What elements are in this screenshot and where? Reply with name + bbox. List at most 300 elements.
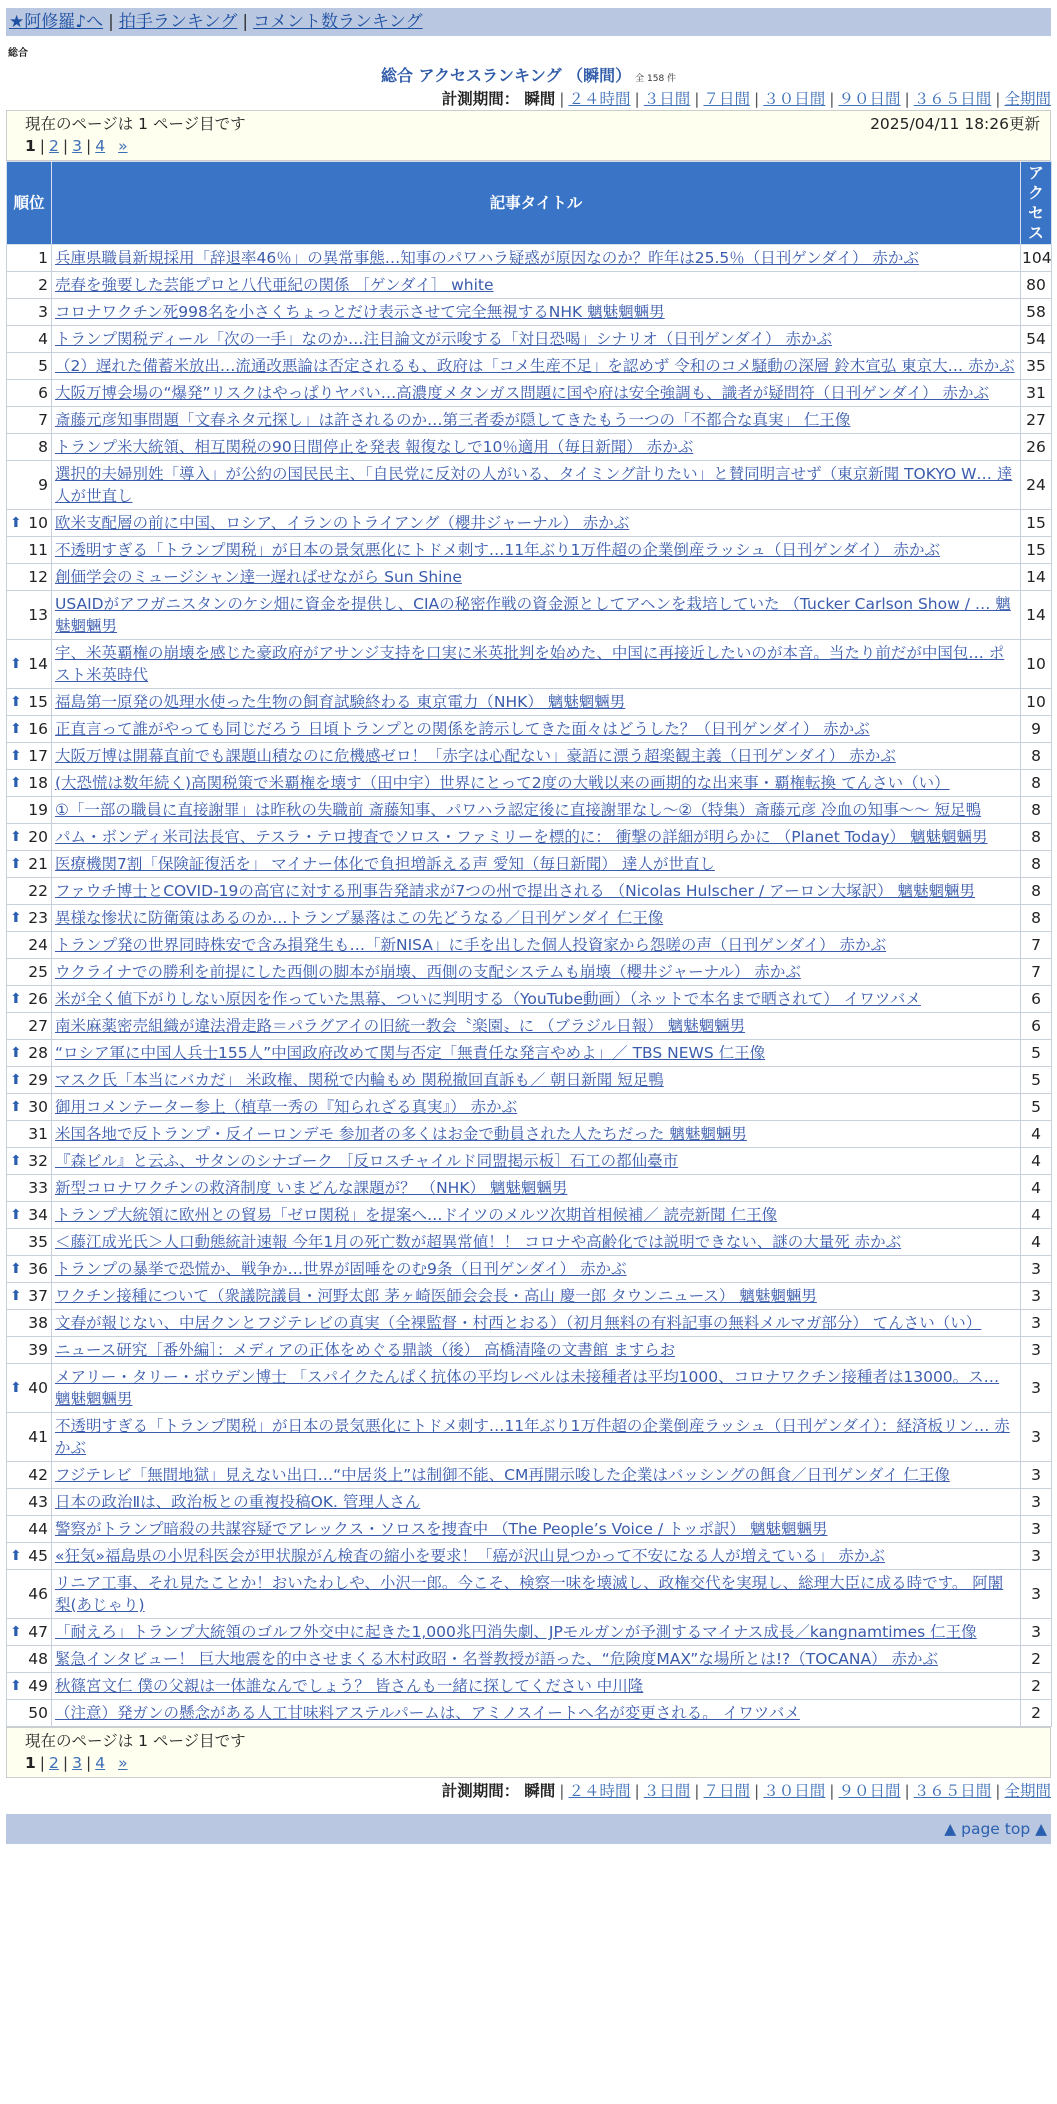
title-cell xyxy=(52,959,1021,986)
table-row xyxy=(7,564,1052,591)
article-link[interactable]: トランプ発の世界同時株安で含み損発生も…「新NISA」に手を出した個人投資家から怨嗟の声（日刊ゲンダイ） 赤かぶ xyxy=(55,936,887,954)
table-row xyxy=(7,1040,1052,1067)
period-label: 計測期間： xyxy=(441,90,520,108)
page-title xyxy=(6,63,1051,86)
access-count: 35 xyxy=(1021,353,1052,380)
access-count: 8 xyxy=(1021,851,1052,878)
title-cell xyxy=(52,272,1021,299)
article-link[interactable]: 文春が報じない、中居クンとフジテレビの真実（全裸監督・村西とおる）（初月無料の有料記事の無料メルマガ部分） てんさい（い） xyxy=(55,1314,982,1332)
period-30d-bottom[interactable]: ３０日間 xyxy=(763,1782,826,1800)
arrow-up-icon: ⬆ xyxy=(10,1153,22,1169)
rank-cell xyxy=(7,1673,52,1700)
article-link[interactable]: ①「一部の職員に直接謝罪」は昨秋の失職前 斎藤知事、パワハラ認定後に直接謝罪なし〜②（特集）斎藤元彦 冷血の知事〜〜 短足鴨 xyxy=(55,801,982,819)
rank-cell xyxy=(7,1516,52,1543)
table-row xyxy=(7,1364,1052,1413)
rank-cell xyxy=(7,905,52,932)
updated-time: 2025/04/11 18:26更新 xyxy=(870,115,1040,133)
arrow-up-icon: ⬆ xyxy=(10,1072,22,1088)
rank-number: 21 xyxy=(28,855,48,873)
access-count: 3 xyxy=(1021,1256,1052,1283)
access-count: 8 xyxy=(1021,824,1052,851)
category-label: 総合 xyxy=(8,48,28,59)
access-count: 15 xyxy=(1021,537,1052,564)
rank-number: 37 xyxy=(28,1287,48,1305)
rank-cell xyxy=(7,959,52,986)
page xyxy=(6,8,1051,1844)
rank-cell xyxy=(7,1175,52,1202)
access-count: 6 xyxy=(1021,1013,1052,1040)
article-link[interactable]: 売春を強要した芸能プロと八代亜紀の関係 ［ゲンダイ］ white xyxy=(55,276,494,294)
table-row xyxy=(7,380,1052,407)
table-row xyxy=(7,640,1052,689)
table-row xyxy=(7,1013,1052,1040)
rank-cell xyxy=(7,1202,52,1229)
header-title: 記事タイトル xyxy=(52,162,1021,245)
title-cell xyxy=(52,640,1021,689)
page-top-link[interactable]: ▲ page top ▲ xyxy=(944,1820,1047,1838)
rank-number: 27 xyxy=(28,1017,48,1035)
article-link[interactable]: （注意）発ガンの懸念がある人工甘味料アステルパームは、アミノスイートへ名が変更される。 イワツバメ xyxy=(55,1704,800,1722)
title-cell xyxy=(52,1543,1021,1570)
table-row xyxy=(7,1673,1052,1700)
table-row xyxy=(7,932,1052,959)
access-count: 3 xyxy=(1021,1516,1052,1543)
article-link[interactable]: ワクチン接種について（衆議院議員・河野太郎 茅ヶ崎医師会会長・高山 慶一郎 タウンニュース） 魑魅魍魎男 xyxy=(55,1287,817,1305)
table-row xyxy=(7,1516,1052,1543)
title-cell xyxy=(52,905,1021,932)
article-link[interactable]: 福島第一原発の処理水使った生物の飼育試験終わる 東京電力（NHK） 魑魅魍魎男 xyxy=(55,693,626,711)
arrow-up-icon: ⬆ xyxy=(10,1288,22,1304)
top-nav: ★阿修羅♪へ | 拍手ランキング | コメント数ランキング xyxy=(6,8,1051,36)
page-info-top xyxy=(6,110,1051,161)
title-cell xyxy=(52,1229,1021,1256)
rank-cell xyxy=(7,797,52,824)
period-3d[interactable]: ３日間 xyxy=(643,90,691,108)
rank-number: 45 xyxy=(28,1547,48,1565)
rank-cell xyxy=(7,245,52,272)
rank-cell xyxy=(7,1646,52,1673)
title-cell xyxy=(52,1094,1021,1121)
rank-number: 35 xyxy=(28,1233,48,1251)
access-count: 5 xyxy=(1021,1094,1052,1121)
article-link[interactable]: メアリー・タリー・ボウデン博士 「スパイクたんぱく抗体の平均レベルは未接種者は平均1000、コロナワクチン接種者は13000。ス… 魑魅魍魎男 xyxy=(55,1368,1000,1408)
article-link[interactable]: トランプの暴挙で恐慌か、戦争か…世界が固唾をのむ9条（日刊ゲンダイ） 赤かぶ xyxy=(55,1260,627,1278)
article-link[interactable]: 「耐えろ」トランプ大統領のゴルフ外交中に起きた1,000兆円消失劇、JPモルガンが予測するマイナス成長／kangnamtimes 仁王像 xyxy=(55,1623,977,1641)
period-instant-bottom: 瞬間 xyxy=(524,1782,556,1800)
next-page-link[interactable]: » xyxy=(118,137,128,155)
rank-cell xyxy=(7,299,52,326)
access-count: 24 xyxy=(1021,461,1052,510)
article-link[interactable]: コロナワクチン死998名を小さくちょっとだけ表示させて完全無視するNHK 魑魅魍魎男 xyxy=(55,303,665,321)
article-link[interactable]: 選択的夫婦別姓「導入」が公約の国民民主、「自民党に反対の人がいる、タイミング計りたい」と賛同明言せず（東京新聞 TOKYO W… 達人が世直し xyxy=(55,465,1013,505)
article-link[interactable]: ウクライナでの勝利を前提にした西側の脚本が崩壊、西側の支配システムも崩壊（櫻井ジャーナル） 赤かぶ xyxy=(55,963,801,981)
access-count: 2 xyxy=(1021,1673,1052,1700)
rank-number: 1 xyxy=(38,249,48,267)
table-row xyxy=(7,591,1052,640)
arrow-up-icon: ⬆ xyxy=(10,1678,22,1694)
article-link[interactable]: 米が全く値下がりしない原因を作っていた黒幕、ついに判明する（YouTube動画）（ネットで本名まで晒されて） イワツバメ xyxy=(55,990,921,1008)
page-1-current: 1 xyxy=(25,137,36,155)
access-count: 7 xyxy=(1021,959,1052,986)
table-row xyxy=(7,1646,1052,1673)
article-link[interactable]: 御用コメンテーター参上（植草一秀の『知られざる真実』） 赤かぶ xyxy=(55,1098,518,1116)
access-count: 4 xyxy=(1021,1121,1052,1148)
rank-number: 3 xyxy=(38,303,48,321)
rank-number: 10 xyxy=(28,514,48,532)
article-link[interactable]: ファウチ博士とCOVID-19の高官に対する刑事告発請求が7つの州で提出される （Nicolas Hulscher / アーロン大塚訳） 魑魅魍魎男 xyxy=(55,882,976,900)
rank-cell xyxy=(7,1229,52,1256)
rank-number: 47 xyxy=(28,1623,48,1641)
table-row xyxy=(7,986,1052,1013)
table-row xyxy=(7,1202,1052,1229)
period-selector-top: 計測期間： 瞬間 | ２４時間 | ３日間 | ７日間 | ３０日間 | ９０日間 | ３６５日間 | 全期間 xyxy=(441,90,1051,108)
arrow-up-icon: ⬆ xyxy=(10,694,22,710)
rank-cell xyxy=(7,851,52,878)
rank-cell xyxy=(7,1700,52,1727)
rank-cell xyxy=(7,537,52,564)
title-cell xyxy=(52,689,1021,716)
rank-number: 11 xyxy=(28,541,48,559)
article-link[interactable]: 警察がトランプ暗殺の共謀容疑でアレックス・ソロスを捜査中 （The People’s Voice / トッポ訳） 魑魅魍魎男 xyxy=(55,1520,828,1538)
table-row xyxy=(7,537,1052,564)
rank-number: 2 xyxy=(38,276,48,294)
home-link[interactable]: ★阿修羅♪へ xyxy=(9,12,104,32)
title-cell xyxy=(52,878,1021,905)
rank-cell xyxy=(7,1570,52,1619)
period-7d-bottom[interactable]: ７日間 xyxy=(703,1782,750,1800)
access-count: 10 xyxy=(1021,640,1052,689)
arrow-up-icon: ⬆ xyxy=(10,829,22,845)
article-link[interactable]: 日本の政治Ⅱは、政治板との重複投稿OK. 管理人さん xyxy=(55,1493,421,1511)
title-cell xyxy=(52,1310,1021,1337)
title-cell xyxy=(52,1462,1021,1489)
article-link[interactable]: ＜藤江成光氏＞人口動態統計速報 今年1月の死亡数が超異常値！！ コロナや高齢化では説明できない、謎の大量死 赤かぶ xyxy=(55,1233,902,1251)
table-row xyxy=(7,1570,1052,1619)
rank-cell xyxy=(7,272,52,299)
article-link[interactable]: 新型コロナワクチンの救済制度 いまどんな課題が？ （NHK） 魑魅魍魎男 xyxy=(55,1179,568,1197)
arrow-up-icon: ⬆ xyxy=(10,910,22,926)
rank-cell xyxy=(7,1462,52,1489)
access-count: 31 xyxy=(1021,380,1052,407)
rank-cell xyxy=(7,1256,52,1283)
rank-number: 46 xyxy=(28,1585,48,1603)
access-count: 3 xyxy=(1021,1543,1052,1570)
title-cell xyxy=(52,407,1021,434)
article-link[interactable]: 大阪万博会場の“爆発”リスクはやっぱりヤバい…高濃度メタンガス問題に国や府は安全強調も、識者が疑問符（日刊ゲンダイ） 赤かぶ xyxy=(55,384,989,402)
page-top-bar xyxy=(6,1814,1051,1844)
access-count: 14 xyxy=(1021,564,1052,591)
clap-ranking-link[interactable]: 拍手ランキング xyxy=(118,12,238,32)
rank-cell xyxy=(7,640,52,689)
access-count: 15 xyxy=(1021,510,1052,537)
table-row xyxy=(7,959,1052,986)
arrow-up-icon: ⬆ xyxy=(10,1548,22,1564)
title-cell xyxy=(52,797,1021,824)
table-row xyxy=(7,1337,1052,1364)
period-24h[interactable]: ２４時間 xyxy=(568,90,631,108)
table-row xyxy=(7,716,1052,743)
period-365d-bottom[interactable]: ３６５日間 xyxy=(913,1782,992,1800)
table-row xyxy=(7,434,1052,461)
article-link[interactable]: 正直言って誰がやっても同じだろう 日頃トランプとの関係を誇示してきた面々はどうした？（日刊ゲンダイ） 赤かぶ xyxy=(55,720,870,738)
title-cell xyxy=(52,434,1021,461)
title-cell xyxy=(52,716,1021,743)
title-cell xyxy=(52,1413,1021,1462)
rank-cell xyxy=(7,1413,52,1462)
table-row xyxy=(7,905,1052,932)
article-link[interactable]: ニュース研究［番外編］：メディアの正体をめぐる鼎談（後） 高橋清隆の文書館 ますらお xyxy=(55,1341,676,1359)
rank-number: 34 xyxy=(28,1206,48,1224)
rank-number: 39 xyxy=(28,1341,48,1359)
table-row xyxy=(7,1175,1052,1202)
rank-number: 9 xyxy=(38,476,48,494)
rank-cell xyxy=(7,932,52,959)
rank-cell xyxy=(7,1094,52,1121)
title-cell xyxy=(52,1570,1021,1619)
arrow-up-icon: ⬆ xyxy=(10,1045,22,1061)
title-cell xyxy=(52,851,1021,878)
access-count: 3 xyxy=(1021,1462,1052,1489)
rank-number: 40 xyxy=(28,1379,48,1397)
comment-ranking-link[interactable]: コメント数ランキング xyxy=(253,12,423,32)
rank-number: 29 xyxy=(28,1071,48,1089)
rank-number: 24 xyxy=(28,936,48,954)
rank-cell xyxy=(7,1337,52,1364)
rank-number: 30 xyxy=(28,1098,48,1116)
period-all-bottom[interactable]: 全期間 xyxy=(1004,1782,1051,1800)
title-cell xyxy=(52,1256,1021,1283)
header-access: アクセス xyxy=(1021,162,1052,245)
access-count: 2 xyxy=(1021,1700,1052,1727)
rank-number: 16 xyxy=(28,720,48,738)
article-link[interactable]: トランプ関税ディール「次の一手」なのか…注目論文が示唆する「対日恐喝」シナリオ（日刊ゲンダイ） 赤かぶ xyxy=(55,330,832,348)
table-row xyxy=(7,797,1052,824)
access-count: 4 xyxy=(1021,1202,1052,1229)
access-count: 5 xyxy=(1021,1067,1052,1094)
period-7d[interactable]: ７日間 xyxy=(703,90,750,108)
table-row xyxy=(7,1700,1052,1727)
rank-cell xyxy=(7,1283,52,1310)
article-link[interactable]: 異様な惨状に防衛策はあるのか…トランプ暴落はこの先どうなる／日刊ゲンダイ 仁王像 xyxy=(55,909,664,927)
access-count: 3 xyxy=(1021,1310,1052,1337)
rank-cell xyxy=(7,326,52,353)
access-count: 58 xyxy=(1021,299,1052,326)
access-count: 8 xyxy=(1021,905,1052,932)
rank-number: 43 xyxy=(28,1493,48,1511)
period-365d[interactable]: ３６５日間 xyxy=(913,90,992,108)
ranking-table xyxy=(6,161,1052,1727)
title-cell xyxy=(52,1148,1021,1175)
article-link[interactable]: «狂気»福島県の小児科医会が甲状腺がん検査の縮小を要求！「癌が沢山見つかって不安になる人が増えている」 赤かぶ xyxy=(55,1547,885,1565)
rank-number: 28 xyxy=(28,1044,48,1062)
table-row xyxy=(7,1229,1052,1256)
period-24h-bottom[interactable]: ２４時間 xyxy=(568,1782,631,1800)
rank-number: 13 xyxy=(28,606,48,624)
table-row xyxy=(7,1283,1052,1310)
rank-cell xyxy=(7,878,52,905)
article-link[interactable]: 宇、米英覇権の崩壊を感じた豪政府がアサンジ支持を口実に米英批判を始めた、中国に再接近したいのが本音。当たり前だが中国包… ポスト米英時代 xyxy=(55,644,1005,684)
period-90d[interactable]: ９０日間 xyxy=(838,90,901,108)
title-cell xyxy=(52,380,1021,407)
table-row xyxy=(7,1489,1052,1516)
access-count: 8 xyxy=(1021,743,1052,770)
title-cell xyxy=(52,1121,1021,1148)
rank-number: 6 xyxy=(38,384,48,402)
rank-cell xyxy=(7,1489,52,1516)
article-link[interactable]: “ロシア軍に中国人兵士155人”中国政府改めて関与否定「無責任な発言やめよ」／ TBS NEWS 仁王像 xyxy=(55,1044,766,1062)
pagination-top: 1 | 2 | 3 | 4 » xyxy=(25,137,128,155)
title-cell xyxy=(52,824,1021,851)
rank-number: 42 xyxy=(28,1466,48,1484)
article-link[interactable]: トランプ米大統領、相互関税の90日間停止を発表 報復なしで10％適用（毎日新聞） 赤かぶ xyxy=(55,438,694,456)
table-row xyxy=(7,851,1052,878)
table-row xyxy=(7,272,1052,299)
arrow-up-icon: ⬆ xyxy=(10,721,22,737)
page-4-link[interactable]: 4 xyxy=(95,137,106,155)
article-link[interactable]: リニア工事、それ見たことか！おいたわしや、小沢一郎。今こそ、検察一味を壊滅し、政権交代を実現し、総理大臣に成る時です。 阿闍梨(あじゃり) xyxy=(55,1574,1004,1614)
access-count: 10 xyxy=(1021,689,1052,716)
title-cell xyxy=(52,326,1021,353)
access-count: 3 xyxy=(1021,1570,1052,1619)
rank-number: 50 xyxy=(28,1704,48,1722)
table-row xyxy=(7,510,1052,537)
page-3-link-bottom[interactable]: 3 xyxy=(72,1754,83,1772)
rank-cell xyxy=(7,564,52,591)
table-row xyxy=(7,743,1052,770)
rank-cell xyxy=(7,689,52,716)
access-count: 8 xyxy=(1021,878,1052,905)
access-count: 3 xyxy=(1021,1364,1052,1413)
table-row xyxy=(7,1462,1052,1489)
rank-number: 15 xyxy=(28,693,48,711)
rank-cell xyxy=(7,1619,52,1646)
ranking-title: 総合 アクセスランキング （瞬間） xyxy=(380,66,632,85)
rank-number: 48 xyxy=(28,1650,48,1668)
access-count: 54 xyxy=(1021,326,1052,353)
title-cell xyxy=(52,245,1021,272)
title-cell xyxy=(52,510,1021,537)
arrow-up-icon: ⬆ xyxy=(10,1380,22,1396)
article-link[interactable]: フジテレビ「無間地獄」見えない出口…“中居炎上”は制御不能、CM再開示唆した企業はバッシングの餌食／日刊ゲンダイ 仁王像 xyxy=(55,1466,950,1484)
article-link[interactable]: トランプ大統領に欧州との貿易「ゼロ関税」を提案へ…ドイツのメルツ次期首相候補／ 読売新聞 仁王像 xyxy=(55,1206,778,1224)
article-link[interactable]: 斎藤元彦知事問題「文春ネタ元探し」は許されるのか…第三者委が隠してきたもう一つの「不都合な真実」 仁王像 xyxy=(55,411,851,429)
arrow-up-icon: ⬆ xyxy=(10,515,22,531)
rank-cell xyxy=(7,380,52,407)
table-row xyxy=(7,1310,1052,1337)
arrow-up-icon: ⬆ xyxy=(10,856,22,872)
article-link[interactable]: 不透明すぎる「トランプ関税」が日本の景気悪化にトドメ刺す…11年ぶり1万件超の企業倒産ラッシュ（日刊ゲンダイ） 赤かぶ xyxy=(55,541,941,559)
rank-cell xyxy=(7,1310,52,1337)
article-link[interactable]: 大阪万博は開幕直前でも課題山積なのに危機感ゼロ！「赤字は心配ない」豪語に漂う超楽観主義（日刊ゲンダイ） 赤かぶ xyxy=(55,747,896,765)
rank-number: 44 xyxy=(28,1520,48,1538)
access-count: 14 xyxy=(1021,591,1052,640)
rank-number: 26 xyxy=(28,990,48,1008)
rank-cell xyxy=(7,1013,52,1040)
title-cell xyxy=(52,1283,1021,1310)
period-selector-bottom: 計測期間： 瞬間 | ２４時間 | ３日間 | ７日間 | ３０日間 | ９０日間 | ３６５日間 | 全期間 xyxy=(441,1782,1051,1800)
rank-number: 19 xyxy=(28,801,48,819)
table-row xyxy=(7,1619,1052,1646)
title-cell xyxy=(52,537,1021,564)
article-link[interactable]: マスク氏「本当にバカだ」 米政権、関税で内輪もめ 関税撤回直訴も／ 朝日新聞 短足鴨 xyxy=(55,1071,664,1089)
article-link[interactable]: 『森ビル』と云ふ、サタンのシナゴーク ［反ロスチャイルド同盟掲示板］石工の都仙臺市 xyxy=(55,1152,679,1170)
title-cell xyxy=(52,461,1021,510)
title-cell xyxy=(52,770,1021,797)
rank-number: 49 xyxy=(28,1677,48,1695)
article-link[interactable]: 南米麻薬密売組織が違法滑走路＝パラグアイの旧統一教会〝楽園〟に （ブラジル日報） 魑魅魍魎男 xyxy=(55,1017,746,1035)
title-cell xyxy=(52,932,1021,959)
access-count: 26 xyxy=(1021,434,1052,461)
article-link[interactable]: 欧米支配層の前に中国、ロシア、イランのトライアング（櫻井ジャーナル） 赤かぶ xyxy=(55,514,630,532)
access-count: 8 xyxy=(1021,770,1052,797)
arrow-up-icon: ⬆ xyxy=(10,1207,22,1223)
arrow-up-icon: ⬆ xyxy=(10,991,22,1007)
article-link[interactable]: パム・ボンディ米司法長官、テスラ・テロ捜査でソロス・ファミリーを標的に： 衝撃の詳細が明らかに （Planet Today） 魑魅魍魎男 xyxy=(55,828,988,846)
access-count: 27 xyxy=(1021,407,1052,434)
page-info-bottom xyxy=(6,1727,1051,1778)
rank-number: 31 xyxy=(28,1125,48,1143)
article-link[interactable]: 緊急インタビュー！ 巨大地震を的中させまくる木村政昭・名誉教授が語った、“危険度MAX”な場所とは!?（TOCANA） 赤かぶ xyxy=(55,1650,938,1668)
title-cell xyxy=(52,1337,1021,1364)
access-count: 4 xyxy=(1021,1148,1052,1175)
page-3-link[interactable]: 3 xyxy=(72,137,83,155)
table-header-row xyxy=(7,162,1052,245)
period-30d[interactable]: ３０日間 xyxy=(763,90,826,108)
table-row xyxy=(7,1121,1052,1148)
rank-number: 41 xyxy=(28,1428,48,1446)
page-2-link-bottom[interactable]: 2 xyxy=(49,1754,59,1772)
period-all[interactable]: 全期間 xyxy=(1004,90,1051,108)
rank-number: 33 xyxy=(28,1179,48,1197)
page-4-link-bottom[interactable]: 4 xyxy=(95,1754,106,1772)
title-cell xyxy=(52,299,1021,326)
table-row xyxy=(7,1094,1052,1121)
ranking-rows xyxy=(7,245,1052,1727)
article-link[interactable]: 秋篠宮文仁 僕の父親は一体誰なんでしょう？ 皆さんも一緒に探してください 中川隆 xyxy=(55,1677,644,1695)
title-cell xyxy=(52,1364,1021,1413)
page-2-link[interactable]: 2 xyxy=(49,137,59,155)
article-link[interactable]: 不透明すぎる「トランプ関税」が日本の景気悪化にトドメ刺す…11年ぶり1万件超の企業倒産ラッシュ（日刊ゲンダイ）：経済板リン… 赤かぶ xyxy=(55,1417,1010,1457)
current-page-text: 現在のページは 1 ページ目です xyxy=(25,115,246,133)
period-3d-bottom[interactable]: ３日間 xyxy=(643,1782,691,1800)
rank-number: 18 xyxy=(28,774,48,792)
period-90d-bottom[interactable]: ９０日間 xyxy=(838,1782,901,1800)
rank-number: 5 xyxy=(38,357,48,375)
next-page-link-bottom[interactable]: » xyxy=(118,1754,128,1772)
rank-number: 8 xyxy=(38,438,48,456)
access-count: 2 xyxy=(1021,1646,1052,1673)
article-link[interactable]: 創価学会のミュージシャン達一遅ればせながら Sun Shine xyxy=(55,568,462,586)
rank-cell xyxy=(7,1148,52,1175)
article-link[interactable]: （2）遅れた備蓄米放出…流通改悪論は否定されるも、政府は「コメ生産不足」を認めず 令和のコメ騒動の深層 鈴木宣弘 東京大… 赤かぶ xyxy=(55,357,1015,375)
arrow-up-icon: ⬆ xyxy=(10,656,22,672)
access-count: 9 xyxy=(1021,716,1052,743)
article-link[interactable]: 医療機関7割「保険証復活を」 マイナー体化で負担増訴える声 愛知（毎日新聞） 達人が世直し xyxy=(55,855,715,873)
article-link[interactable]: (大恐慌は数年続く)高関税策で米覇権を壊す（田中宇）世界にとって2度の大戦以来の画期的な出来事・覇権転換 てんさい（い） xyxy=(55,774,950,792)
title-cell xyxy=(52,1516,1021,1543)
article-link[interactable]: USAIDがアフガニスタンのケシ畑に資金を提供し、CIAの秘密作戦の資金源としてアヘンを栽培していた （Tucker Carlson Show / … 魑魅魍魎男 xyxy=(55,595,1011,635)
rank-cell xyxy=(7,510,52,537)
title-cell xyxy=(52,1673,1021,1700)
rank-cell xyxy=(7,1067,52,1094)
table-row xyxy=(7,1148,1052,1175)
article-link[interactable]: 米国各地で反トランプ・反イーロンデモ 参加者の多くはお金で動員された人たちだった 魑魅魍魎男 xyxy=(55,1125,747,1143)
title-cell xyxy=(52,1489,1021,1516)
rank-number: 20 xyxy=(28,828,48,846)
access-count: 80 xyxy=(1021,272,1052,299)
table-row xyxy=(7,299,1052,326)
article-link[interactable]: 兵庫県職員新規採用「辞退率46％」の異常事態…知事のパワハラ疑惑が原因なのか？昨年は25.5％（日刊ゲンダイ） 赤かぶ xyxy=(55,249,919,267)
